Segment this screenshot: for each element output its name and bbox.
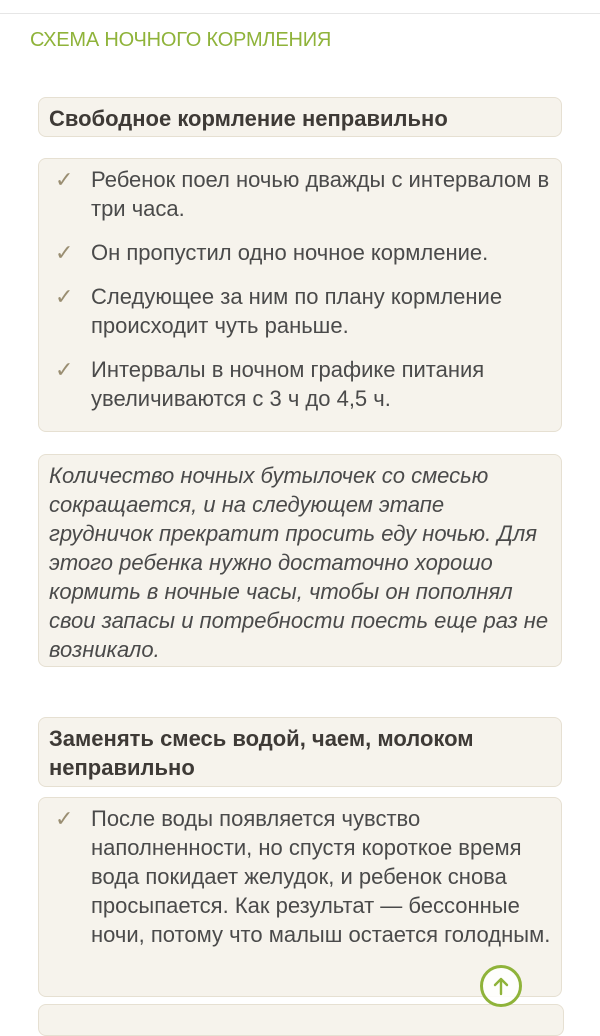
section1-note: Количество ночных бутылочек со смесью сокращается, и на следующем этапе грудничок прекратит просить еду ночью. Для этого ребенка нужно достаточно хорошо кормить в ночные часы, чтобы он пополнял свои запасы и потребности поесть еще раз не возникало.: [38, 454, 562, 667]
list-item-text: Он пропустил одно ночное кормление.: [91, 240, 489, 265]
list-item-text: Ребенок поел ночью дважды с интервалом в три часа.: [91, 167, 550, 221]
next-section-box: [38, 1004, 564, 1036]
section2-heading: Заменять смесь водой, чаем, молоком неправильно: [38, 717, 562, 787]
list-item: [53, 355, 551, 413]
section2-list: [39, 798, 561, 959]
check-icon: ✓: [55, 357, 74, 382]
list-item-text: Интервалы в ночном графике питания увеличиваются с 3 ч до 4,5 ч.: [91, 357, 485, 411]
section1-heading: Свободное кормление неправильно: [38, 97, 562, 137]
list-item: [53, 238, 551, 267]
scroll-to-top-button[interactable]: [480, 965, 522, 1007]
list-item-text: После воды появляется чувство наполненности, но спустя короткое время вода покидает желудок, и ребенок снова просыпается. Как результат — бессонные ночи, потому что малыш остается голодным.: [91, 806, 551, 947]
list-item: [53, 804, 551, 949]
check-icon: ✓: [55, 284, 74, 309]
list-item: [53, 165, 551, 223]
section1-list-box: [38, 158, 562, 432]
page-title: СХЕМА НОЧНОГО КОРМЛЕНИЯ: [30, 29, 332, 51]
section2-list-box: [38, 797, 562, 997]
check-icon: ✓: [55, 806, 74, 831]
top-divider: [0, 13, 600, 14]
check-icon: ✓: [55, 240, 74, 265]
list-item: [53, 282, 551, 340]
check-icon: ✓: [55, 167, 74, 192]
list-item-text: Следующее за ним по плану кормление происходит чуть раньше.: [91, 284, 503, 338]
section1-list: [39, 159, 561, 423]
arrow-up-icon: [492, 976, 510, 996]
